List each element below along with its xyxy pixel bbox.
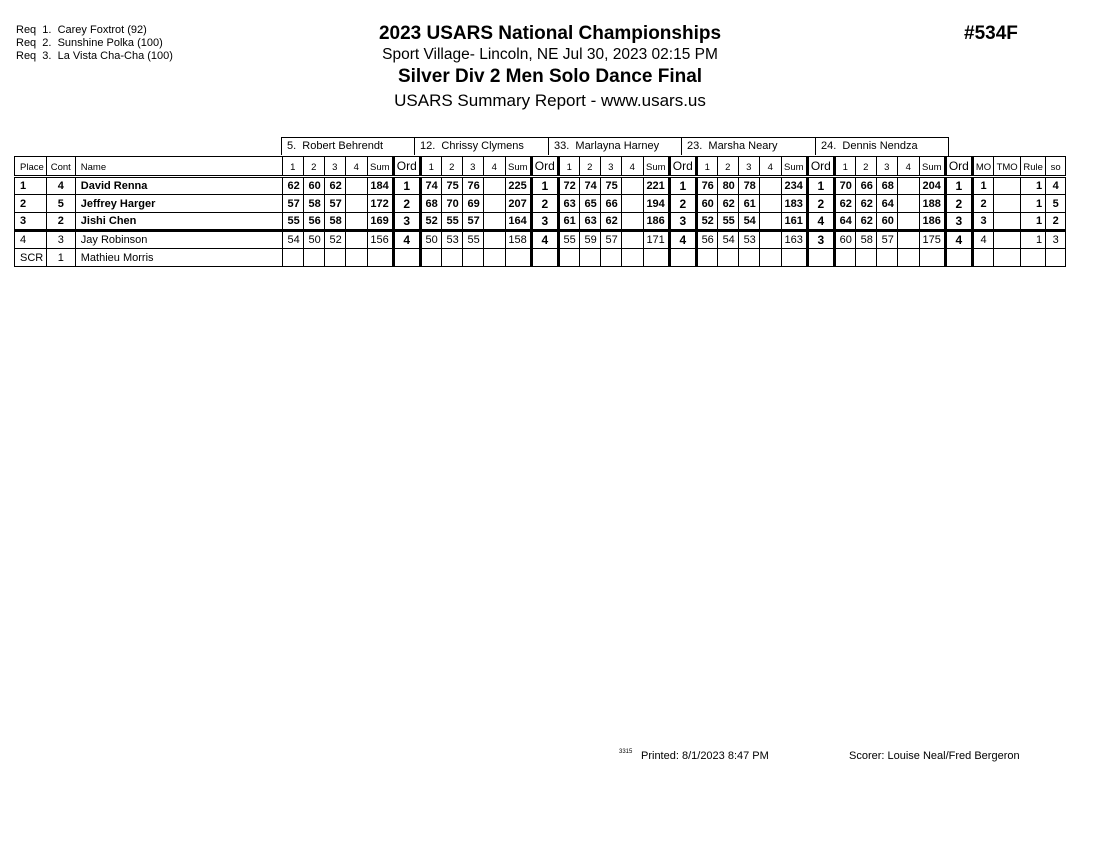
judge-mark-cell: 61 xyxy=(738,195,759,213)
judge-mark-cell xyxy=(345,213,367,231)
column-header-ord: Ord xyxy=(807,157,834,177)
judge-mark-cell: 76 xyxy=(696,177,717,195)
judge-mark-cell xyxy=(621,195,643,213)
judge-mark-cell: 63 xyxy=(558,195,579,213)
column-header-mark: 2 xyxy=(303,157,324,177)
judge-sum-cell: 172 xyxy=(367,195,393,213)
judge-mark-cell: 57 xyxy=(462,213,483,231)
judge-mark-cell xyxy=(345,231,367,249)
judge-mark-cell xyxy=(738,249,759,267)
column-header-mark: 3 xyxy=(462,157,483,177)
event-name: Silver Div 2 Men Solo Dance Final xyxy=(397,66,703,87)
skater-name-cell: Jay Robinson xyxy=(75,231,282,249)
requirements-list xyxy=(16,24,173,63)
judge-mark-cell: 56 xyxy=(303,213,324,231)
column-header-sum: Sum xyxy=(781,157,807,177)
championship-title: 2023 USARS National Championships xyxy=(378,23,722,44)
total-majority-ordinal-cell xyxy=(994,249,1021,267)
judge-sum-cell xyxy=(367,249,393,267)
judge-mark-cell: 62 xyxy=(834,195,855,213)
column-header-mark: 2 xyxy=(855,157,876,177)
judge-mark-cell: 60 xyxy=(876,213,897,231)
judge-mark-cell: 65 xyxy=(579,195,600,213)
column-header-ord: Ord xyxy=(393,157,420,177)
table-row xyxy=(15,195,1066,213)
judge-mark-cell xyxy=(897,213,919,231)
skate-order-cell: 4 xyxy=(1046,177,1066,195)
rule-cell: 1 xyxy=(1021,213,1046,231)
judge-mark-cell xyxy=(282,249,303,267)
judge-mark-cell xyxy=(759,213,781,231)
judge-mark-cell: 80 xyxy=(717,177,738,195)
column-header-mark: 3 xyxy=(876,157,897,177)
judge-sum-cell: 161 xyxy=(781,213,807,231)
judge-ordinal-cell: 3 xyxy=(807,231,834,249)
judge-mark-cell: 58 xyxy=(855,231,876,249)
judge-sum-cell: 158 xyxy=(505,231,531,249)
report-header xyxy=(340,22,760,112)
judge-mark-cell: 58 xyxy=(303,195,324,213)
judge-sum-cell: 207 xyxy=(505,195,531,213)
judge-ordinal-cell: 3 xyxy=(669,213,696,231)
judge-ordinal-cell xyxy=(945,249,972,267)
majority-ordinal-cell: 2 xyxy=(972,195,993,213)
skater-name-cell: Jeffrey Harger xyxy=(75,195,282,213)
scorer-info: Scorer: Louise Neal/Fred Bergeron xyxy=(849,750,1020,762)
judge-sum-cell: 175 xyxy=(919,231,945,249)
table-header-row xyxy=(15,157,1066,177)
total-majority-ordinal-cell xyxy=(994,231,1021,249)
judge-sum-cell: 186 xyxy=(643,213,669,231)
requirement-item: Req 3. La Vista Cha-Cha (100) xyxy=(16,50,173,62)
column-header-mark: 2 xyxy=(717,157,738,177)
judge-mark-cell: 60 xyxy=(696,195,717,213)
judge-mark-cell xyxy=(855,249,876,267)
judge-mark-cell xyxy=(897,249,919,267)
requirement-item: Req 2. Sunshine Polka (100) xyxy=(16,37,163,49)
judge-mark-cell xyxy=(483,213,505,231)
judge-mark-cell xyxy=(579,249,600,267)
contestant-number-cell: 1 xyxy=(46,249,75,267)
judge-ordinal-cell: 4 xyxy=(531,231,558,249)
judge-ordinal-cell: 2 xyxy=(669,195,696,213)
judge-sum-cell xyxy=(643,249,669,267)
judge-mark-cell xyxy=(558,249,579,267)
judge-mark-cell xyxy=(759,195,781,213)
judge-ordinal-cell: 3 xyxy=(393,213,420,231)
judge-sum-cell: 183 xyxy=(781,195,807,213)
judge-mark-cell: 52 xyxy=(420,213,441,231)
judge-sum-cell: 169 xyxy=(367,213,393,231)
judge-ordinal-cell: 4 xyxy=(945,231,972,249)
judge-mark-cell: 55 xyxy=(558,231,579,249)
column-header-ord: Ord xyxy=(669,157,696,177)
judge-mark-cell xyxy=(759,231,781,249)
judge-sum-cell: 194 xyxy=(643,195,669,213)
judge-mark-cell xyxy=(324,249,345,267)
judge-mark-cell: 70 xyxy=(834,177,855,195)
column-header-mark: 3 xyxy=(324,157,345,177)
judge-header: 24. Dennis Nendza xyxy=(815,137,949,155)
column-header-mark: 3 xyxy=(738,157,759,177)
majority-ordinal-cell: 3 xyxy=(972,213,993,231)
judge-mark-cell xyxy=(897,195,919,213)
judge-ordinal-cell: 2 xyxy=(807,195,834,213)
judge-mark-cell xyxy=(759,177,781,195)
judge-mark-cell xyxy=(462,249,483,267)
judge-mark-cell xyxy=(834,249,855,267)
judge-sum-cell: 221 xyxy=(643,177,669,195)
column-header-mark: 4 xyxy=(621,157,643,177)
column-header-rule: Rule xyxy=(1021,157,1046,177)
judge-mark-cell xyxy=(420,249,441,267)
judge-mark-cell xyxy=(876,249,897,267)
judge-mark-cell: 62 xyxy=(855,195,876,213)
column-header-mark: 4 xyxy=(759,157,781,177)
judge-mark-cell: 55 xyxy=(441,213,462,231)
column-header-mark: 2 xyxy=(579,157,600,177)
summary-table xyxy=(14,156,1066,267)
rule-cell: 1 xyxy=(1021,231,1046,249)
judge-ordinal-cell: 1 xyxy=(807,177,834,195)
judge-mark-cell: 58 xyxy=(324,213,345,231)
rule-cell xyxy=(1021,249,1046,267)
judge-mark-cell: 50 xyxy=(420,231,441,249)
judge-mark-cell: 75 xyxy=(600,177,621,195)
judge-mark-cell: 62 xyxy=(282,177,303,195)
judge-mark-cell: 68 xyxy=(876,177,897,195)
judge-ordinal-cell: 1 xyxy=(393,177,420,195)
total-majority-ordinal-cell xyxy=(994,213,1021,231)
judge-mark-cell: 56 xyxy=(696,231,717,249)
judge-mark-cell: 55 xyxy=(462,231,483,249)
judge-sum-cell: 156 xyxy=(367,231,393,249)
table-row xyxy=(15,213,1066,231)
contestant-number-cell: 3 xyxy=(46,231,75,249)
judge-mark-cell: 64 xyxy=(834,213,855,231)
column-header-mark: 4 xyxy=(897,157,919,177)
judge-mark-cell xyxy=(345,249,367,267)
judge-mark-cell: 62 xyxy=(717,195,738,213)
column-header-mark: 1 xyxy=(696,157,717,177)
judge-mark-cell xyxy=(621,249,643,267)
judge-mark-cell: 61 xyxy=(558,213,579,231)
judge-mark-cell: 54 xyxy=(738,213,759,231)
judge-mark-cell: 55 xyxy=(717,213,738,231)
judge-mark-cell: 60 xyxy=(303,177,324,195)
judge-mark-cell xyxy=(621,177,643,195)
report-subtitle: USARS Summary Report - www.usars.us xyxy=(394,91,706,110)
judge-mark-cell xyxy=(717,249,738,267)
judge-mark-cell xyxy=(621,231,643,249)
judge-mark-cell: 57 xyxy=(600,231,621,249)
judge-sum-cell: 171 xyxy=(643,231,669,249)
rule-cell: 1 xyxy=(1021,195,1046,213)
contestant-number-cell: 5 xyxy=(46,195,75,213)
column-header-sum: Sum xyxy=(643,157,669,177)
skate-order-cell xyxy=(1046,249,1066,267)
judge-ordinal-cell: 3 xyxy=(945,213,972,231)
table-row xyxy=(15,177,1066,195)
judge-mark-cell: 66 xyxy=(600,195,621,213)
judge-ordinal-cell: 1 xyxy=(531,177,558,195)
judge-mark-cell: 63 xyxy=(579,213,600,231)
judge-mark-cell xyxy=(483,249,505,267)
column-header-mark: 3 xyxy=(600,157,621,177)
judge-mark-cell xyxy=(600,249,621,267)
skater-name-cell: Mathieu Morris xyxy=(75,249,282,267)
judge-header: 5. Robert Behrendt xyxy=(281,137,414,155)
column-header-so: so xyxy=(1046,157,1066,177)
place-cell: 1 xyxy=(15,177,47,195)
column-header-place: Place xyxy=(15,157,47,177)
judge-mark-cell: 52 xyxy=(696,213,717,231)
judge-ordinal-cell xyxy=(531,249,558,267)
column-header-mark: 1 xyxy=(834,157,855,177)
judge-sum-cell xyxy=(919,249,945,267)
judge-header: 12. Chrissy Clymens xyxy=(414,137,548,155)
judge-header: 23. Marsha Neary xyxy=(681,137,815,155)
judge-mark-cell: 70 xyxy=(441,195,462,213)
judge-mark-cell: 62 xyxy=(600,213,621,231)
judge-mark-cell xyxy=(696,249,717,267)
place-cell: 2 xyxy=(15,195,47,213)
column-header-mark: 1 xyxy=(420,157,441,177)
judge-ordinal-cell xyxy=(393,249,420,267)
column-header-mo: MO xyxy=(972,157,993,177)
column-header-ord: Ord xyxy=(945,157,972,177)
judge-ordinal-cell: 2 xyxy=(393,195,420,213)
judge-mark-cell xyxy=(345,195,367,213)
column-header-sum: Sum xyxy=(505,157,531,177)
majority-ordinal-cell xyxy=(972,249,993,267)
judge-mark-cell: 54 xyxy=(717,231,738,249)
majority-ordinal-cell: 4 xyxy=(972,231,993,249)
judge-header: 33. Marlayna Harney xyxy=(548,137,681,155)
skater-name-cell: David Renna xyxy=(75,177,282,195)
judge-sum-cell: 188 xyxy=(919,195,945,213)
judge-sum-cell xyxy=(505,249,531,267)
skate-order-cell: 2 xyxy=(1046,213,1066,231)
judge-ordinal-cell xyxy=(669,249,696,267)
judge-mark-cell xyxy=(483,195,505,213)
judge-mark-cell xyxy=(759,249,781,267)
judge-mark-cell: 62 xyxy=(855,213,876,231)
judge-mark-cell: 53 xyxy=(738,231,759,249)
printed-timestamp: Printed: 8/1/2023 8:47 PM xyxy=(641,750,769,762)
contestant-number-cell: 2 xyxy=(46,213,75,231)
judge-mark-cell: 55 xyxy=(282,213,303,231)
column-header-mark: 1 xyxy=(282,157,303,177)
judge-mark-cell: 69 xyxy=(462,195,483,213)
report-code: 3315 xyxy=(619,749,633,755)
requirement-item: Req 1. Carey Foxtrot (92) xyxy=(16,24,147,36)
judge-mark-cell: 57 xyxy=(282,195,303,213)
judge-sum-cell xyxy=(781,249,807,267)
column-header-ord: Ord xyxy=(531,157,558,177)
skater-name-cell: Jishi Chen xyxy=(75,213,282,231)
judge-mark-cell: 64 xyxy=(876,195,897,213)
judge-mark-cell xyxy=(897,231,919,249)
judge-ordinal-cell: 1 xyxy=(669,177,696,195)
column-header-tmo: TMO xyxy=(994,157,1021,177)
judge-mark-cell: 54 xyxy=(282,231,303,249)
place-cell: 4 xyxy=(15,231,47,249)
judge-ordinal-cell xyxy=(807,249,834,267)
judge-mark-cell: 57 xyxy=(324,195,345,213)
skate-order-cell: 5 xyxy=(1046,195,1066,213)
contestant-number-cell: 4 xyxy=(46,177,75,195)
column-header-mark: 4 xyxy=(345,157,367,177)
judge-ordinal-cell: 2 xyxy=(531,195,558,213)
judge-sum-cell: 234 xyxy=(781,177,807,195)
judge-sum-cell: 163 xyxy=(781,231,807,249)
judge-sum-cell: 225 xyxy=(505,177,531,195)
judge-ordinal-cell: 4 xyxy=(807,213,834,231)
judge-mark-cell: 59 xyxy=(579,231,600,249)
table-row xyxy=(15,231,1066,249)
judge-mark-cell: 74 xyxy=(579,177,600,195)
judge-mark-cell: 66 xyxy=(855,177,876,195)
judge-mark-cell: 76 xyxy=(462,177,483,195)
skate-order-cell: 3 xyxy=(1046,231,1066,249)
total-majority-ordinal-cell xyxy=(994,177,1021,195)
judge-ordinal-cell: 3 xyxy=(531,213,558,231)
judge-mark-cell xyxy=(303,249,324,267)
judge-ordinal-cell: 4 xyxy=(393,231,420,249)
total-majority-ordinal-cell xyxy=(994,195,1021,213)
judge-mark-cell xyxy=(345,177,367,195)
event-number: #534F xyxy=(964,23,1018,44)
judge-ordinal-cell: 2 xyxy=(945,195,972,213)
judge-sum-cell: 184 xyxy=(367,177,393,195)
judge-sum-cell: 164 xyxy=(505,213,531,231)
venue-datetime: Sport Village- Lincoln, NE Jul 30, 2023 02:15 PM xyxy=(382,46,718,63)
judge-mark-cell: 68 xyxy=(420,195,441,213)
place-cell: 3 xyxy=(15,213,47,231)
judge-mark-cell xyxy=(897,177,919,195)
judge-ordinal-cell: 4 xyxy=(669,231,696,249)
judge-mark-cell: 57 xyxy=(876,231,897,249)
table-row xyxy=(15,249,1066,267)
judge-mark-cell: 62 xyxy=(324,177,345,195)
column-header-sum: Sum xyxy=(367,157,393,177)
column-header-mark: 4 xyxy=(483,157,505,177)
judge-mark-cell xyxy=(621,213,643,231)
judge-ordinal-cell: 1 xyxy=(945,177,972,195)
judge-mark-cell: 52 xyxy=(324,231,345,249)
judge-header-border xyxy=(948,137,949,156)
judge-mark-cell: 74 xyxy=(420,177,441,195)
rule-cell: 1 xyxy=(1021,177,1046,195)
judge-mark-cell: 78 xyxy=(738,177,759,195)
judge-mark-cell: 75 xyxy=(441,177,462,195)
judge-mark-cell xyxy=(483,177,505,195)
judge-mark-cell: 72 xyxy=(558,177,579,195)
judge-mark-cell: 60 xyxy=(834,231,855,249)
judge-mark-cell: 53 xyxy=(441,231,462,249)
judge-sum-cell: 204 xyxy=(919,177,945,195)
majority-ordinal-cell: 1 xyxy=(972,177,993,195)
column-header-cont: Cont xyxy=(46,157,75,177)
judge-mark-cell xyxy=(441,249,462,267)
column-header-mark: 1 xyxy=(558,157,579,177)
judge-mark-cell: 50 xyxy=(303,231,324,249)
column-header-sum: Sum xyxy=(919,157,945,177)
place-cell: SCR xyxy=(15,249,47,267)
column-header-mark: 2 xyxy=(441,157,462,177)
judge-mark-cell xyxy=(483,231,505,249)
column-header-name: Name xyxy=(75,157,282,177)
judge-sum-cell: 186 xyxy=(919,213,945,231)
